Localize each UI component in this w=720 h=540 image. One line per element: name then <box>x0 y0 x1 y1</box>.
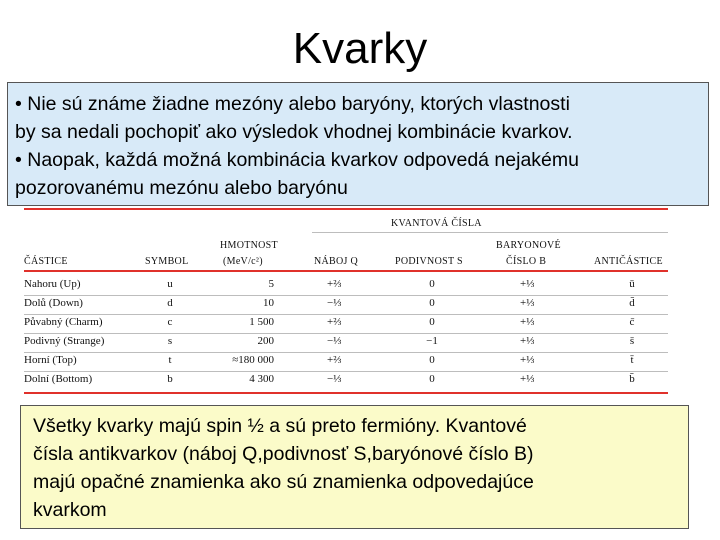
cell-charge: +⅔ <box>327 278 342 290</box>
intro-line: • Naopak, každá možná kombinácia kvarkov odpovedá nejakému <box>15 149 579 171</box>
cell-antiparticle: t̄ <box>630 354 634 366</box>
cell-antiparticle: s̄ <box>629 335 635 347</box>
cell-charge: +⅔ <box>327 316 342 328</box>
cell-strangeness: 0 <box>429 316 435 328</box>
quantum-numbers-header: KVANTOVÁ ČÍSLA <box>391 218 482 229</box>
col-mass-l2: (MeV/c²) <box>223 256 263 267</box>
cell-antiparticle: b̄ <box>629 373 635 385</box>
page-title: Kvarky <box>292 24 428 73</box>
cell-symbol: u <box>167 278 173 290</box>
cell-baryon: +⅓ <box>520 354 535 366</box>
cell-symbol: t <box>168 354 172 366</box>
cell-mass: 1 500 <box>249 316 274 328</box>
cell-antiparticle: c̄ <box>629 316 635 328</box>
cell-mass: 10 <box>263 297 274 309</box>
col-mass-l1: HMOTNOST <box>220 240 278 251</box>
col-baryon-l2: ČÍSLO B <box>506 256 547 267</box>
cell-strangeness: −1 <box>426 335 438 347</box>
quark-table <box>24 208 668 398</box>
cell-symbol: d <box>167 297 173 309</box>
row-divider <box>24 352 668 353</box>
cell-charge: −⅓ <box>327 373 342 385</box>
cell-strangeness: 0 <box>429 297 435 309</box>
cell-mass: 200 <box>257 335 274 347</box>
table-top-rule <box>24 208 668 210</box>
cell-symbol: b <box>167 373 173 385</box>
cell-mass: ≈180 000 <box>232 354 274 366</box>
cell-charge: +⅔ <box>327 354 342 366</box>
intro-line: by sa nedali pochopiť ako výsledok vhodnej kombinácie kvarkov. <box>15 121 573 143</box>
cell-strangeness: 0 <box>429 354 435 366</box>
cell-name: Nahoru (Up) <box>24 278 81 290</box>
col-symbol: SYMBOL <box>145 256 189 267</box>
note-line: majú opačné znamienka ako sú znamienka odpovedajúce <box>33 471 534 493</box>
table-header-rule <box>24 270 668 272</box>
cell-mass: 5 <box>268 278 274 290</box>
intro-line: pozorovanému mezónu alebo baryónu <box>15 177 348 199</box>
note-box <box>20 405 689 529</box>
cell-mass: 4 300 <box>249 373 274 385</box>
cell-strangeness: 0 <box>429 373 435 385</box>
cell-name: Dolů (Down) <box>24 297 83 309</box>
cell-antiparticle: ū <box>629 278 635 290</box>
col-baryon-l1: BARYONOVÉ <box>496 240 561 251</box>
cell-antiparticle: d̄ <box>629 297 635 309</box>
row-divider <box>24 295 668 296</box>
cell-baryon: +⅓ <box>520 373 535 385</box>
cell-charge: −⅓ <box>327 335 342 347</box>
col-antiparticle: ANTIČÁSTICE <box>594 256 663 267</box>
cell-strangeness: 0 <box>429 278 435 290</box>
cell-baryon: +⅓ <box>520 335 535 347</box>
col-particle: ČÁSTICE <box>24 256 68 267</box>
col-strangeness: PODIVNOST S <box>395 256 463 267</box>
col-charge: NÁBOJ Q <box>314 256 359 267</box>
group-rule <box>312 232 668 233</box>
note-line: Všetky kvarky majú spin ½ a sú preto fermióny. Kvantové <box>33 415 527 437</box>
cell-charge: −⅓ <box>327 297 342 309</box>
table-bottom-rule <box>24 392 668 394</box>
cell-name: Podivný (Strange) <box>24 335 105 347</box>
cell-baryon: +⅓ <box>520 297 535 309</box>
note-line: čísla antikvarkov (náboj Q,podivnosť S,baryónové číslo B) <box>33 443 534 465</box>
cell-symbol: s <box>167 335 173 347</box>
row-divider <box>24 333 668 334</box>
row-divider <box>24 371 668 372</box>
intro-box <box>7 82 709 206</box>
row-divider <box>24 314 668 315</box>
intro-line: • Nie sú známe žiadne mezóny alebo baryóny, ktorých vlastnosti <box>15 93 570 115</box>
cell-symbol: c <box>167 316 173 328</box>
cell-name: Horní (Top) <box>24 354 77 366</box>
note-line: kvarkom <box>33 499 107 521</box>
cell-baryon: +⅓ <box>520 278 535 290</box>
cell-name: Půvabný (Charm) <box>24 316 103 328</box>
cell-baryon: +⅓ <box>520 316 535 328</box>
cell-name: Dolní (Bottom) <box>24 373 93 385</box>
